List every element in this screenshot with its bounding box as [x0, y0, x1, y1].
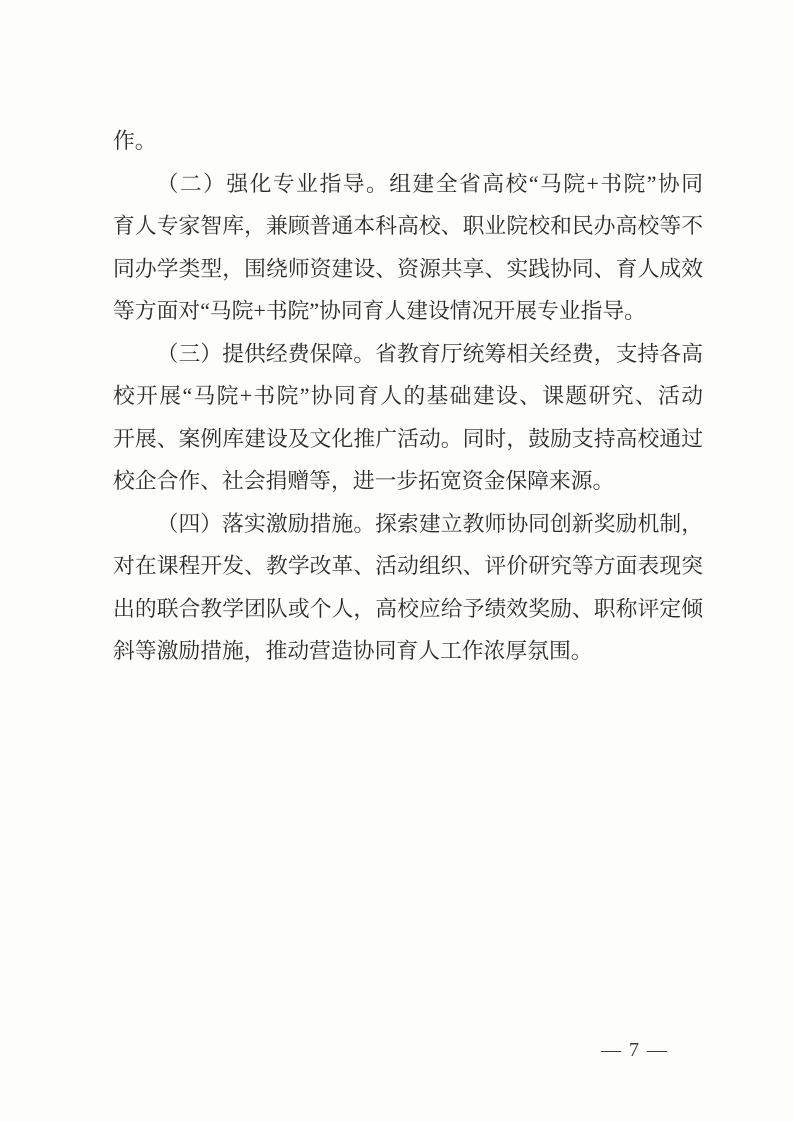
text-line: （二）强化专业指导。组建全省高校“马院+书院”协同 — [156, 171, 703, 196]
page-number: — 7 — — [601, 1039, 669, 1061]
text-line: 育人专家智库，兼顾普通本科高校、职业院校和民办高校等不 — [113, 214, 703, 238]
text-line: 校开展“马院+书院”协同育人的基础建设、课题研究、活动 — [113, 384, 703, 408]
text-line: 出的联合教学团队或个人，高校应给予绩效奖励、职称评定倾 — [113, 596, 703, 621]
paragraph-continuation — [113, 120, 703, 163]
text-line: （三）提供经费保障。省教育厅统筹相关经费，支持各高 — [156, 341, 703, 366]
paragraph-item-2 — [113, 163, 703, 333]
paragraph-item-3 — [113, 333, 703, 503]
text-line: 作。 — [113, 129, 157, 153]
text-line: 等方面对“马院+书院”协同育人建设情况开展专业指导。 — [113, 299, 646, 323]
text-line: 对在课程开发、教学改革、活动组织、评价研究等方面表现突 — [113, 554, 703, 578]
document-body — [113, 120, 703, 673]
text-line: （四）落实激励措施。探索建立教师协同创新奖励机制， — [156, 511, 703, 536]
text-line: 斜等激励措施，推动营造协同育人工作浓厚氛围。 — [113, 639, 593, 663]
paragraph-item-4 — [113, 503, 703, 673]
text-line: 同办学类型，围绕师资建设、资源共享、实践协同、育人成效 — [113, 256, 703, 281]
text-line: 开展、案例库建设及文化推广活动。同时，鼓励支持高校通过 — [113, 426, 703, 451]
text-line: 校企合作、社会捐赠等，进一步拓宽资金保障来源。 — [113, 469, 615, 493]
